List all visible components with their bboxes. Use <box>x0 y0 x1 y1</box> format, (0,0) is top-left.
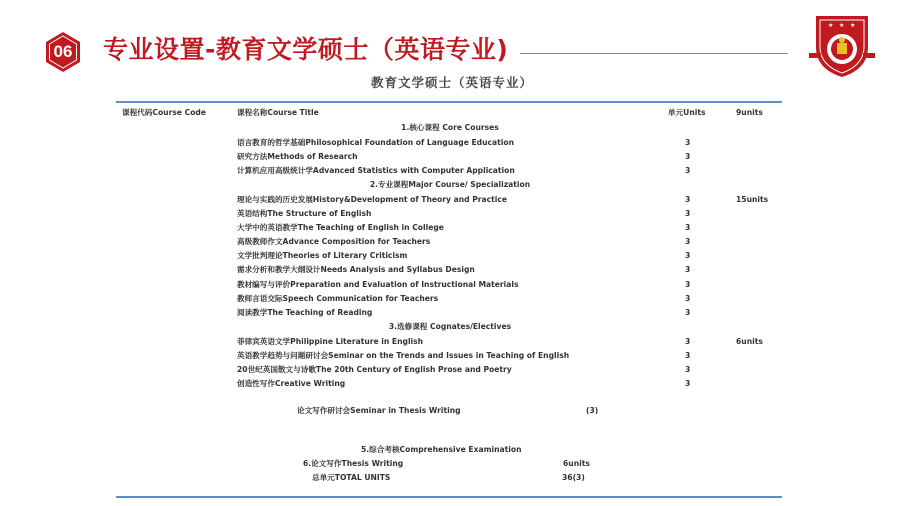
course-title: 菲律宾英语文学Philippine Literature in English <box>237 337 424 346</box>
table-top-rule <box>116 101 782 103</box>
table-header-row <box>0 106 900 120</box>
table-row <box>0 249 900 263</box>
svg-text:★: ★ <box>850 22 856 29</box>
thesis-seminar-title: 论文写作研讨会Seminar in Thesis Writing <box>297 406 461 415</box>
table-row <box>0 221 900 235</box>
course-units: 3 <box>685 251 691 260</box>
course-title: 大学中的英语教学The Teaching of English in College <box>237 223 444 232</box>
svg-text:★: ★ <box>828 22 834 29</box>
course-title: 创造性写作Creative Writing <box>237 379 346 388</box>
table-row <box>0 335 900 349</box>
table-row <box>0 292 900 306</box>
slide-title: 专业设置-教育文学硕士（英语专业) <box>103 35 509 64</box>
course-units: 3 <box>685 308 691 317</box>
course-units: 3 <box>685 351 691 360</box>
course-units: 3 <box>685 209 691 218</box>
comprehensive-exam: 5.综合考核Comprehensive Examination <box>361 445 522 454</box>
thesis-seminar-units: (3) <box>586 406 599 415</box>
course-units: 3 <box>685 195 691 204</box>
college-seal-logo <box>808 13 876 79</box>
section-total-units: 6units <box>736 337 763 346</box>
course-title: 理论与实践的历史发展History&Development of Theory and Practice <box>237 195 508 204</box>
course-units: 3 <box>685 237 691 246</box>
col-total-units: 9units <box>736 108 763 117</box>
total-units-value: 36(3) <box>562 473 585 482</box>
badge-number: 06 <box>53 42 73 61</box>
course-title: 需求分析和教学大纲设计Needs Analysis and Syllabus Design <box>237 265 475 274</box>
table-row <box>0 193 900 207</box>
course-units: 3 <box>685 337 691 346</box>
section-heading-electives: 3.选修课程 Cognates/Electives <box>388 322 512 331</box>
course-title: 教师言语交际Speech Communication for Teachers <box>237 294 439 303</box>
total-units-label: 总单元TOTAL UNITS <box>312 473 391 482</box>
table-row <box>0 377 900 391</box>
course-units: 3 <box>685 223 691 232</box>
table-row <box>0 278 900 292</box>
svg-text:★: ★ <box>839 22 845 29</box>
table-row <box>0 306 900 320</box>
table-bottom-rule <box>116 496 782 498</box>
course-units: 3 <box>685 280 691 289</box>
course-units: 3 <box>685 265 691 274</box>
table-row <box>0 235 900 249</box>
col-course-code: 课程代码Course Code <box>122 108 207 117</box>
section-heading-major: 2.专业课程Major Course/ Specialization <box>369 180 531 189</box>
col-course-title: 课程名称Course Title <box>237 108 319 117</box>
course-title: 研究方法Methods of Research <box>237 152 358 161</box>
table-row <box>0 207 900 221</box>
course-units: 3 <box>685 166 691 175</box>
document-title: 教育文学硕士（英语专业） <box>370 75 533 90</box>
course-title: 20世纪英国散文与诗歌The 20th Century of English Prose and Poetry <box>237 365 512 374</box>
table-row <box>0 349 900 363</box>
course-units: 3 <box>685 138 691 147</box>
title-divider <box>520 53 788 54</box>
course-title: 计算机应用高级统计学Advanced Statistics with Computer Application <box>237 166 515 175</box>
course-title: 英语教学趋势与问题研讨会Seminar on the Trends and Issues in Teaching of English <box>237 351 570 360</box>
table-row <box>0 164 900 178</box>
table-row <box>0 263 900 277</box>
thesis-writing-units: 6units <box>563 459 590 468</box>
course-units: 3 <box>685 152 691 161</box>
course-units: 3 <box>685 365 691 374</box>
course-units: 3 <box>685 294 691 303</box>
section-number-badge <box>42 31 84 73</box>
course-title: 语言教育的哲学基础Philosophical Foundation of Language Education <box>237 138 514 147</box>
section-heading-core: 1.核心课程 Core Courses <box>401 123 499 132</box>
course-title: 教材编写与评价Preparation and Evaluation of Instructional Materials <box>237 280 519 289</box>
course-title: 阅读教学The Teaching of Reading <box>237 308 373 317</box>
course-units: 3 <box>685 379 691 388</box>
section-total-units: 15units <box>736 195 769 204</box>
table-row <box>0 150 900 164</box>
course-title: 高级教师作文Advance Composition for Teachers <box>237 237 431 246</box>
course-title: 文学批判理论Theories of Literary Criticism <box>237 251 408 260</box>
table-row <box>0 363 900 377</box>
table-row <box>0 136 900 150</box>
thesis-writing-title: 6.论文写作Thesis Writing <box>303 459 404 468</box>
col-units: 单元Units <box>668 108 706 117</box>
course-title: 英语结构The Structure of English <box>237 209 372 218</box>
